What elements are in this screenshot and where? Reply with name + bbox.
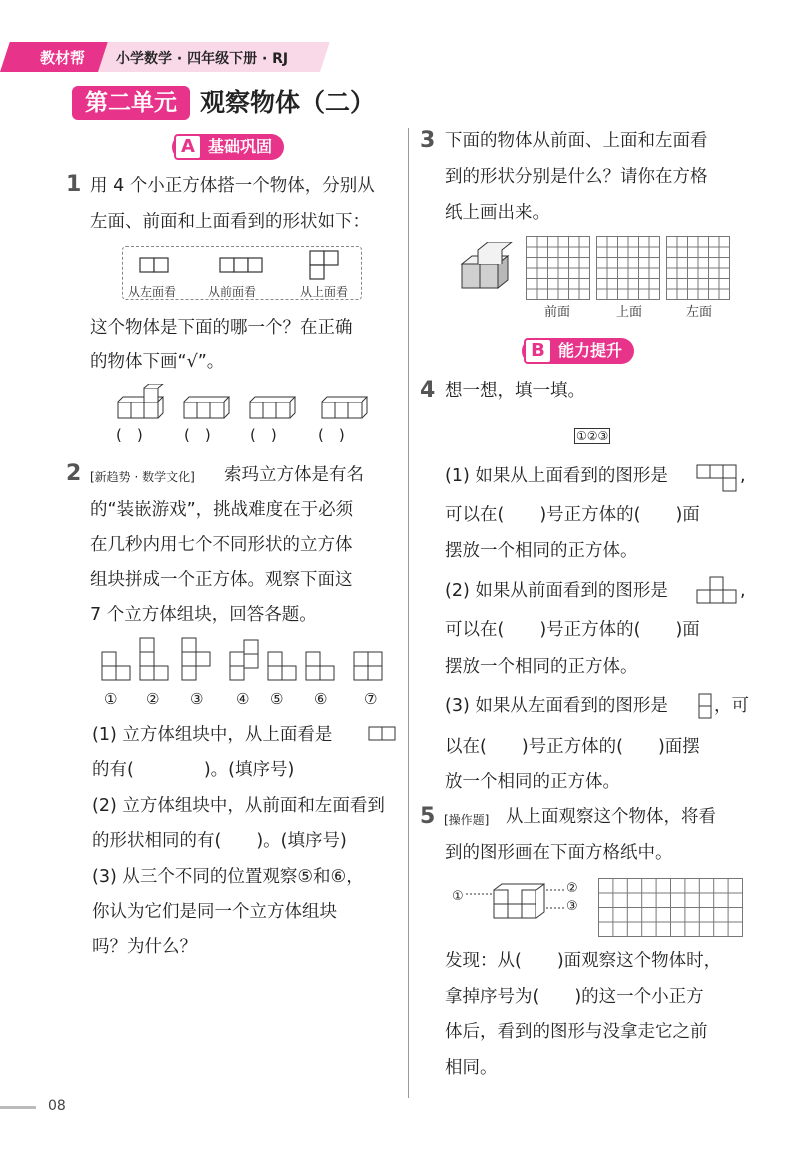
q5-find-1: 发现：从( )面观察这个物体时， [445,951,722,971]
section-a-letter: A [174,134,202,160]
q1-view-left: 从左面看 [128,285,177,299]
q2-sub3-b: 你认为它们是同一个立方体组块 [92,902,337,922]
q4-number: 4 [420,378,436,403]
q3-grid-paper [526,236,732,300]
q2-sub1-shape [368,726,398,742]
q4-s2-a: (2) 如果从前面看到的图形是 [445,581,668,601]
q5-line-2: 到的图形画在下面方格纸中。 [445,843,673,863]
q5-mark-1: ① [452,889,464,904]
q2-number: 2 [66,461,82,486]
q3-line-1: 下面的物体从前面、上面和左面看 [445,131,708,151]
q1-line-2: 左面、前面和上面看到的形状如下： [90,212,370,232]
q4-s3-b: 以在( )号正方体的( )面摆 [445,737,700,757]
q4-cube-row: ①②③ [576,429,609,443]
q4-s1-a: (1) 如果从上面看到的图形是 [445,466,668,486]
q4-intro: 想一想，填一填。 [445,381,585,401]
q2-line-5: 7 个立方体组块，回答各题。 [90,605,317,625]
q2-line-1: 索玛立方体是有名 [224,465,364,485]
q5-find-3: 体后，看到的图形与没拿走它之前 [445,1022,708,1042]
q4-s1-c: 摆放一个相同的正方体。 [445,541,638,561]
section-b-badge [522,338,634,364]
section-a-badge [172,134,284,160]
q2-label-2: ② [146,690,160,708]
q4-s3-c: 放一个相同的正方体。 [445,772,620,792]
header-brand: 教材帮 [40,49,86,67]
header-book-title: 小学数学 · 四年级下册 · RJ [116,51,289,67]
section-a-label: 基础巩固 [208,137,273,156]
q1-line-1: 用 4 个小正方体搭一个物体，分别从 [90,176,375,196]
q1-choice-d[interactable]: ( ) [318,426,345,444]
q2-label-1: ① [104,690,118,708]
q4-s2-shape [696,576,740,606]
q3-label-left: 左面 [686,305,713,320]
q2-soma-pieces [98,636,398,688]
unit-tag: 第二单元 [72,86,190,120]
q5-tag: [操作题] [444,813,490,827]
q4-s3-a: (3) 如果从左面看到的图形是 [445,696,668,716]
q3-number: 3 [420,128,436,153]
q5-mark-2: ② [566,881,578,896]
q2-sub3-c: 吗？为什么？ [92,937,197,957]
q4-s1-b: 可以在( )号正方体的( )面 [445,505,700,525]
column-divider [408,128,409,1098]
q2-sub1-a: (1) 立方体组块中，从上面看是 [92,725,333,745]
q5-object-figure [452,880,582,926]
q1-number: 1 [66,172,82,197]
q2-label-5: ⑤ [270,690,284,708]
unit-title: 观察物体（二） [200,88,376,117]
q2-label-4: ④ [236,690,250,708]
q1-choice-c[interactable]: ( ) [250,426,277,444]
q2-label-7: ⑦ [364,690,378,708]
q3-label-front: 前面 [544,305,571,320]
q2-line-2: 的“装嵌游戏”，挑战难度在于必须 [90,500,354,520]
section-b-label: 能力提升 [558,341,623,360]
q5-grid-paper [598,878,744,938]
q4-s2-c: 摆放一个相同的正方体。 [445,657,638,677]
q1-view-front: 从前面看 [208,285,257,299]
q2-line-4: 组块拼成一个正方体。观察下面这 [90,570,353,590]
q5-line-1: 从上面观察这个物体，将看 [506,807,716,827]
q4-s1-shape [696,464,740,492]
q2-label-3: ③ [190,690,204,708]
q3-cube-figure [456,242,520,292]
q4-s2-b: 可以在( )号正方体的( )面 [445,620,700,640]
q2-sub3-a: (3) 从三个不同的位置观察⑤和⑥， [92,867,364,887]
footer-bar [0,1106,36,1109]
q5-number: 5 [420,804,436,829]
q2-label-6: ⑥ [314,690,328,708]
q4-s3-tail: ，可 [714,696,749,716]
q2-sub1-b: 的有( )。(填序号) [92,760,295,780]
q4-s3-shape [698,693,714,721]
q5-find-4: 相同。 [445,1058,498,1078]
q1-choice-b[interactable]: ( ) [184,426,211,444]
q1-choice-a[interactable]: ( ) [116,426,143,444]
q2-tag: [新趋势 · 数学文化] [90,470,195,484]
q2-sub2-b: 的形状相同的有( )。(填序号) [92,831,347,851]
q4-s1-comma: , [740,466,746,486]
q2-sub2-a: (2) 立方体组块中，从前面和左面看到 [92,796,385,816]
q2-line-3: 在几秒内用七个不同形状的立方体 [90,535,353,555]
q5-find-2: 拿掉序号为( )的这一个小正方 [445,987,704,1007]
q3-line-3: 纸上画出来。 [445,203,550,223]
page-number: 08 [48,1098,66,1114]
q5-mark-3: ③ [566,899,578,914]
q3-line-2: 到的形状分别是什么？请你在方格 [445,167,708,187]
q1-choice-figures [112,384,372,424]
q4-s2-comma: , [740,581,746,601]
q1-ask-2: 的物体下画“√”。 [90,352,225,372]
q1-ask-1: 这个物体是下面的哪一个？在正确 [90,318,353,338]
q1-view-top: 从上面看 [300,285,349,299]
section-b-letter: B [524,338,552,364]
q3-label-top: 上面 [616,305,643,320]
